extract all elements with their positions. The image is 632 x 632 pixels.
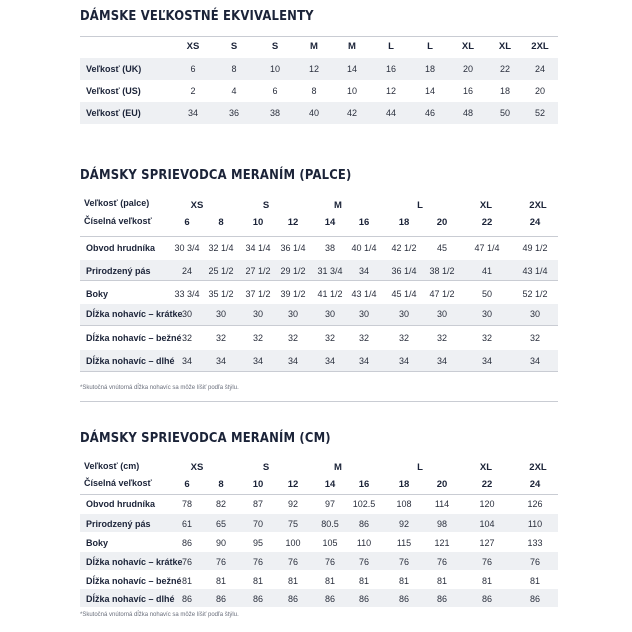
table-cell: 76 — [252, 557, 264, 567]
table-cell: 86 — [358, 594, 370, 604]
table-cell: 12 — [308, 64, 320, 74]
table-cell: 121 — [434, 538, 450, 548]
table-cell: 114 — [434, 499, 450, 509]
table-cell: 29 1/2 — [280, 266, 306, 276]
table-cell: 39 1/2 — [280, 289, 306, 299]
row-label: Dĺžka nohavíc – dlhé — [86, 594, 175, 604]
table-cell: 86 — [287, 594, 299, 604]
table-cell: 41 — [481, 266, 493, 276]
table-cell: 34 — [187, 108, 199, 118]
table-cell: 52 1/2 — [522, 289, 548, 299]
table-cell: 41 1/2 — [317, 289, 343, 299]
size-number: 12 — [287, 217, 299, 228]
number-row-label: Číselná veľkosť — [84, 216, 152, 226]
table-cell: 16 — [385, 64, 397, 74]
table-cell: 30 — [215, 309, 227, 319]
size-header: M — [310, 41, 318, 52]
table-cell: 38 — [324, 243, 336, 253]
table-cell: 32 — [358, 333, 370, 343]
table-cell: 30 — [287, 309, 299, 319]
cm-footnote: *Skutočná vnútorná dĺžka nohavíc sa môže líšiť podľa štýlu. — [80, 612, 239, 618]
table-cell: 34 — [324, 356, 336, 366]
row-label: Obvod hrudníka — [86, 499, 156, 509]
table-cell: 52 — [534, 108, 546, 118]
table-cell: 78 — [181, 499, 193, 509]
size-letter: L — [417, 462, 423, 473]
table-cell: 32 1/4 — [208, 243, 234, 253]
table-cell: 50 — [481, 289, 493, 299]
table-cell: 76 — [358, 557, 370, 567]
table-cell: 36 1/4 — [280, 243, 306, 253]
table-cell: 34 — [481, 356, 493, 366]
size-header: 2XL — [531, 41, 549, 52]
table-cell: 10 — [269, 64, 281, 74]
table-cell: 126 — [527, 499, 543, 509]
table-cell: 81 — [324, 576, 336, 586]
size-letter: M — [334, 462, 342, 473]
table-cell: 32 — [481, 333, 493, 343]
table-cell: 81 — [252, 576, 264, 586]
size-header: M — [348, 41, 356, 52]
table-cell: 76 — [398, 557, 410, 567]
table-cell: 34 — [181, 356, 193, 366]
table-cell: 31 3/4 — [317, 266, 343, 276]
row-divider — [80, 371, 558, 372]
table-cell: 104 — [479, 519, 495, 529]
table-cell: 20 — [462, 64, 474, 74]
table-cell: 2 — [190, 86, 196, 96]
table-cell: 4 — [231, 86, 237, 96]
table-cell: 34 — [252, 356, 264, 366]
table-cell: 25 1/2 — [208, 266, 234, 276]
size-number: 16 — [358, 479, 370, 490]
table-cell: 82 — [215, 499, 227, 509]
size-header: L — [427, 41, 433, 52]
table-cell: 115 — [396, 538, 412, 548]
table-cell: 49 1/2 — [522, 243, 548, 253]
row-label: Veľkosť (US) — [86, 86, 141, 96]
table-cell: 20 — [534, 86, 546, 96]
size-number: 8 — [218, 217, 224, 228]
size-number: 14 — [324, 479, 336, 490]
table-cell: 30 — [436, 309, 448, 319]
row-label: Prirodzený pás — [86, 519, 151, 529]
table-cell: 35 1/2 — [208, 289, 234, 299]
row-label: Obvod hrudníka — [86, 243, 156, 253]
size-letter: L — [417, 200, 423, 211]
table-cell: 75 — [287, 519, 299, 529]
size-header: S — [230, 41, 238, 52]
table-cell: 30 — [481, 309, 493, 319]
size-row-label: Veľkosť (cm) — [84, 461, 140, 471]
table-cell: 97 — [324, 499, 336, 509]
size-letter: S — [262, 200, 270, 211]
table-cell: 80.5 — [321, 519, 339, 529]
table-cell: 86 — [181, 538, 193, 548]
table-cell: 34 — [358, 266, 370, 276]
inches-footnote: *Skutočná vnútorná dĺžka nohavíc sa môže líšiť podľa štýlu. — [80, 385, 239, 391]
table-cell: 34 — [398, 356, 410, 366]
row-label: Veľkosť (UK) — [86, 64, 142, 74]
row-label: Dĺžka nohavíc – dlhé — [86, 356, 175, 366]
table-cell: 34 — [529, 356, 541, 366]
table-cell: 65 — [215, 519, 227, 529]
size-number: 20 — [436, 217, 448, 228]
table-cell: 37 1/2 — [245, 289, 271, 299]
size-letter: XL — [479, 200, 493, 211]
cm-guide-title: DÁMSKY SPRIEVODCA MERANÍM (CM) — [80, 430, 331, 446]
table-cell: 40 — [308, 108, 320, 118]
table-cell: 81 — [436, 576, 448, 586]
row-divider — [80, 494, 558, 495]
size-number: 10 — [252, 479, 264, 490]
table-cell: 86 — [252, 594, 264, 604]
table-cell: 30 3/4 — [174, 243, 200, 253]
row-label: Prirodzený pás — [86, 266, 151, 276]
table-cell: 34 — [436, 356, 448, 366]
table-cell: 36 — [228, 108, 240, 118]
table-cell: 30 — [358, 309, 370, 319]
size-number: 8 — [218, 479, 224, 490]
table-cell: 81 — [481, 576, 493, 586]
table-cell: 92 — [398, 519, 410, 529]
size-number: 24 — [529, 217, 541, 228]
table-cell: 18 — [499, 86, 511, 96]
table-cell: 32 — [181, 333, 193, 343]
table-cell: 32 — [287, 333, 299, 343]
table-cell: 34 — [358, 356, 370, 366]
table-cell: 30 — [324, 309, 336, 319]
table-cell: 34 1/4 — [245, 243, 271, 253]
table-cell: 61 — [181, 519, 193, 529]
table-cell: 43 1/4 — [522, 266, 548, 276]
size-row-label: Veľkosť (palce) — [84, 198, 150, 208]
table-cell: 47 1/4 — [474, 243, 500, 253]
row-label: Dĺžka nohavíc – bežné — [86, 576, 182, 586]
table-cell: 76 — [287, 557, 299, 567]
number-row-label: Číselná veľkosť — [84, 478, 152, 488]
size-letter: XL — [479, 462, 493, 473]
table-cell: 86 — [529, 594, 541, 604]
table-cell: 24 — [534, 64, 546, 74]
table-cell: 47 1/2 — [429, 289, 455, 299]
table-cell: 38 — [269, 108, 281, 118]
size-header: XS — [186, 41, 200, 52]
size-number: 24 — [529, 479, 541, 490]
size-number: 18 — [398, 479, 410, 490]
table-cell: 33 3/4 — [174, 289, 200, 299]
table-cell: 102.5 — [352, 499, 376, 509]
table-cell: 50 — [499, 108, 511, 118]
table-cell: 120 — [479, 499, 495, 509]
row-label: Dĺžka nohavíc – krátke — [86, 557, 183, 567]
size-header: L — [388, 41, 394, 52]
table-cell: 32 — [324, 333, 336, 343]
table-cell: 110 — [356, 538, 372, 548]
table-cell: 6 — [190, 64, 196, 74]
table-cell: 81 — [181, 576, 193, 586]
table-cell: 14 — [346, 64, 358, 74]
row-divider — [80, 280, 558, 281]
table-cell: 48 — [462, 108, 474, 118]
row-divider — [80, 236, 558, 237]
table-cell: 32 — [398, 333, 410, 343]
table-cell: 36 1/4 — [391, 266, 417, 276]
table-cell: 32 — [252, 333, 264, 343]
table-cell: 30 — [398, 309, 410, 319]
size-number: 14 — [324, 217, 336, 228]
table-cell: 10 — [346, 86, 358, 96]
table-cell: 45 1/4 — [391, 289, 417, 299]
table-cell: 16 — [462, 86, 474, 96]
table-cell: 76 — [324, 557, 336, 567]
table-cell: 81 — [398, 576, 410, 586]
size-number: 22 — [481, 479, 493, 490]
table-cell: 24 — [181, 266, 193, 276]
table-cell: 86 — [398, 594, 410, 604]
table-cell: 14 — [424, 86, 436, 96]
table-cell: 34 — [287, 356, 299, 366]
size-letter: XS — [190, 462, 204, 473]
table-cell: 76 — [529, 557, 541, 567]
table-cell: 38 1/2 — [429, 266, 455, 276]
table-cell: 76 — [215, 557, 227, 567]
table-cell: 108 — [396, 499, 412, 509]
table-cell: 86 — [181, 594, 193, 604]
size-letter: 2XL — [529, 462, 547, 473]
table-cell: 42 — [346, 108, 358, 118]
size-header: XL — [461, 41, 475, 52]
table-cell: 81 — [287, 576, 299, 586]
size-number: 6 — [184, 217, 190, 228]
table-cell: 40 1/4 — [351, 243, 377, 253]
table-cell: 32 — [529, 333, 541, 343]
table-cell: 86 — [358, 519, 370, 529]
size-number: 6 — [184, 479, 190, 490]
size-letter: S — [262, 462, 270, 473]
equivalents-title: DÁMSKE VEĽKOSTNÉ EKVIVALENTY — [80, 8, 314, 24]
divider — [80, 401, 558, 402]
table-cell: 30 — [181, 309, 193, 319]
table-cell: 105 — [322, 538, 338, 548]
table-cell: 127 — [479, 538, 495, 548]
table-cell: 8 — [231, 64, 237, 74]
row-label: Dĺžka nohavíc – bežné — [86, 333, 182, 343]
size-letter: M — [334, 200, 342, 211]
table-cell: 34 — [215, 356, 227, 366]
table-cell: 30 — [252, 309, 264, 319]
size-number: 12 — [287, 479, 299, 490]
size-number: 10 — [252, 217, 264, 228]
table-cell: 90 — [215, 538, 227, 548]
table-cell: 81 — [358, 576, 370, 586]
size-letter: 2XL — [529, 200, 547, 211]
table-cell: 98 — [436, 519, 448, 529]
row-divider — [80, 325, 558, 326]
row-label: Boky — [86, 538, 109, 548]
table-cell: 86 — [324, 594, 336, 604]
inches-guide-title: DÁMSKY SPRIEVODCA MERANÍM (PALCE) — [80, 167, 352, 183]
size-number: 18 — [398, 217, 410, 228]
row-label: Dĺžka nohavíc – krátke — [86, 309, 183, 319]
table-cell: 86 — [215, 594, 227, 604]
table-cell: 45 — [436, 243, 448, 253]
table-cell: 43 1/4 — [351, 289, 377, 299]
table-cell: 6 — [272, 86, 278, 96]
size-number: 20 — [436, 479, 448, 490]
size-letter: XS — [190, 200, 204, 211]
table-cell: 76 — [481, 557, 493, 567]
table-cell: 46 — [424, 108, 436, 118]
table-cell: 42 1/2 — [391, 243, 417, 253]
divider — [80, 36, 558, 37]
table-cell: 76 — [436, 557, 448, 567]
table-cell: 86 — [481, 594, 493, 604]
table-cell: 100 — [285, 538, 301, 548]
table-cell: 92 — [287, 499, 299, 509]
table-cell: 95 — [252, 538, 264, 548]
table-cell: 70 — [252, 519, 264, 529]
table-cell: 30 — [529, 309, 541, 319]
size-number: 16 — [358, 217, 370, 228]
row-label: Boky — [86, 289, 109, 299]
size-header: S — [271, 41, 279, 52]
table-cell: 22 — [499, 64, 511, 74]
table-cell: 44 — [385, 108, 397, 118]
size-header: XL — [498, 41, 512, 52]
row-label: Veľkosť (EU) — [86, 108, 141, 118]
table-cell: 81 — [215, 576, 227, 586]
table-cell: 133 — [527, 538, 543, 548]
table-cell: 27 1/2 — [245, 266, 271, 276]
table-cell: 110 — [527, 519, 543, 529]
table-cell: 87 — [252, 499, 264, 509]
table-cell: 18 — [424, 64, 436, 74]
table-cell: 81 — [529, 576, 541, 586]
table-cell: 32 — [215, 333, 227, 343]
table-cell: 32 — [436, 333, 448, 343]
table-cell: 12 — [385, 86, 397, 96]
table-cell: 86 — [436, 594, 448, 604]
table-cell: 76 — [181, 557, 193, 567]
table-cell: 8 — [311, 86, 317, 96]
size-number: 22 — [481, 217, 493, 228]
